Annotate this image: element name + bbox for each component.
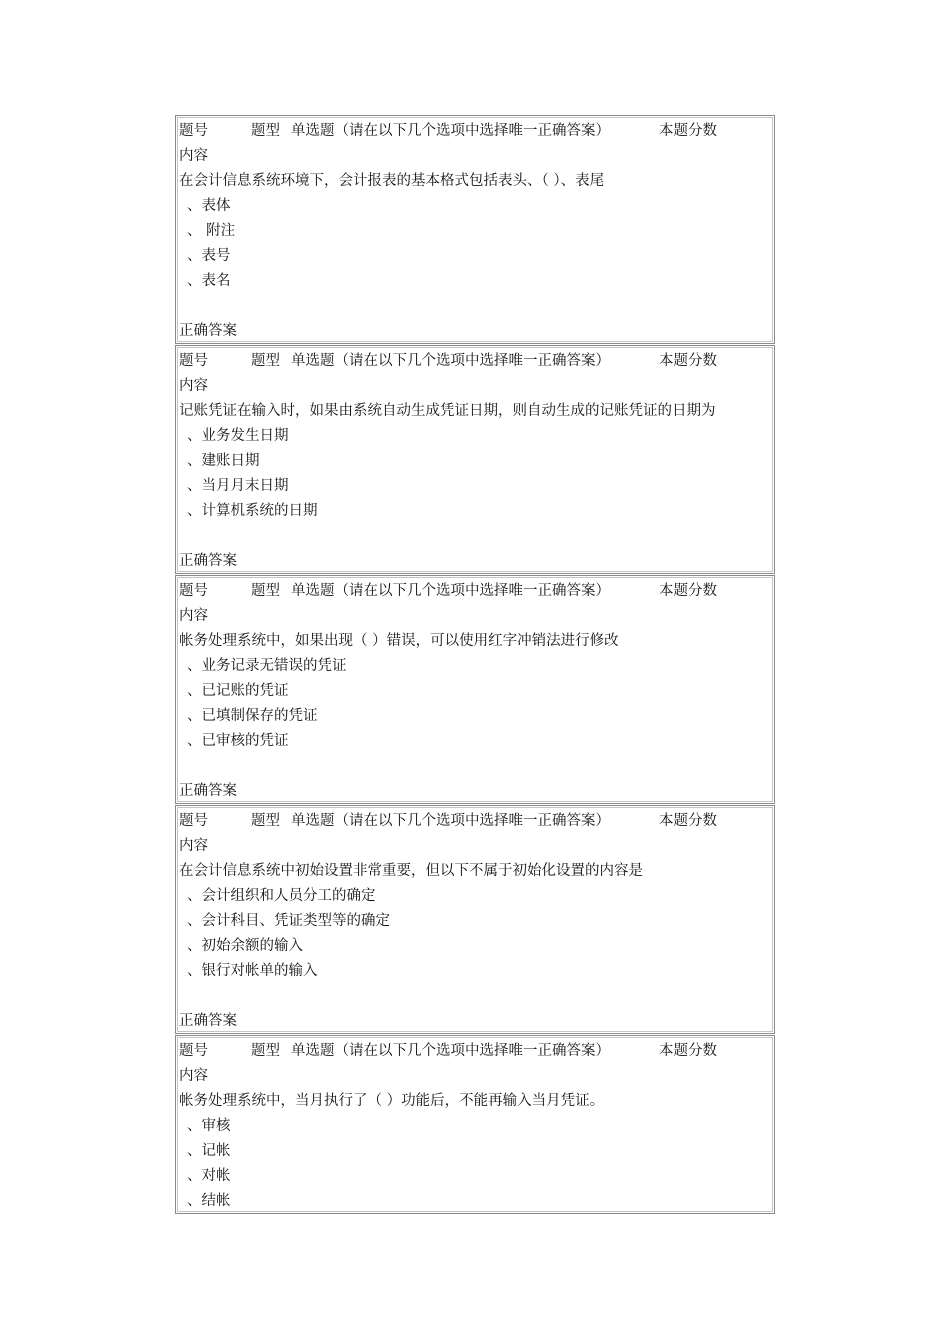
- question-card: [175, 1035, 775, 1214]
- question-text: 在会计信息系统环境下，会计报表的基本格式包括表头、（ ）、表尾: [179, 173, 605, 189]
- answer-option: 、记帐: [187, 1143, 231, 1159]
- question-type-label: 题型: [251, 1043, 280, 1059]
- answer-option: 、 附注: [187, 223, 236, 239]
- question-type-label: 题型: [251, 123, 280, 139]
- question-header: [179, 579, 770, 604]
- question-content-label: 内容: [179, 378, 208, 394]
- question-type-desc: 单选题（请在以下几个选项中选择唯一正确答案）: [291, 583, 610, 599]
- answer-option: 、结帐: [187, 1193, 231, 1209]
- question-type-desc: 单选题（请在以下几个选项中选择唯一正确答案）: [291, 123, 610, 139]
- question-type-label: 题型: [251, 353, 280, 369]
- answer-option: 、对帐: [187, 1168, 231, 1184]
- answer-option: 、已填制保存的凭证: [187, 708, 318, 724]
- question-type-label: 题型: [251, 813, 280, 829]
- question-card: [175, 575, 775, 804]
- question-content-label: 内容: [179, 148, 208, 164]
- answer-spacer: [179, 984, 770, 1009]
- question-content-label: 内容: [179, 1068, 208, 1084]
- question-list: [175, 115, 775, 1215]
- question-card: [175, 115, 775, 344]
- question-number-label: 题号: [179, 583, 208, 599]
- question-score-label: 本题分数: [659, 123, 717, 139]
- question-score-label: 本题分数: [659, 353, 717, 369]
- question-content-label: 内容: [179, 838, 208, 854]
- answer-option: 、初始余额的输入: [187, 938, 303, 954]
- question-text: 记账凭证在输入时，如果由系统自动生成凭证日期，则自动生成的记账凭证的日期为: [179, 403, 716, 419]
- question-header: [179, 809, 770, 834]
- correct-answer-label: 正确答案: [179, 323, 237, 339]
- question-type-desc: 单选题（请在以下几个选项中选择唯一正确答案）: [291, 813, 610, 829]
- answer-option: 、当月月末日期: [187, 478, 289, 494]
- question-text: 帐务处理系统中，如果出现（ ）错误，可以使用红字冲销法进行修改: [179, 633, 619, 649]
- question-text: 帐务处理系统中，当月执行了（ ）功能后，不能再输入当月凭证。: [179, 1093, 605, 1109]
- answer-option: 、表号: [187, 248, 231, 264]
- question-card: [175, 345, 775, 574]
- question-number-label: 题号: [179, 1043, 208, 1059]
- question-type-desc: 单选题（请在以下几个选项中选择唯一正确答案）: [291, 353, 610, 369]
- answer-spacer: [179, 524, 770, 549]
- question-header: [179, 119, 770, 144]
- question-score-label: 本题分数: [659, 583, 717, 599]
- question-number-label: 题号: [179, 353, 208, 369]
- question-card: [175, 805, 775, 1034]
- answer-spacer: [179, 294, 770, 319]
- answer-option: 、已审核的凭证: [187, 733, 289, 749]
- answer-spacer: [179, 754, 770, 779]
- correct-answer-label: 正确答案: [179, 1013, 237, 1029]
- question-type-desc: 单选题（请在以下几个选项中选择唯一正确答案）: [291, 1043, 610, 1059]
- question-type-label: 题型: [251, 583, 280, 599]
- question-number-label: 题号: [179, 813, 208, 829]
- answer-option: 、业务发生日期: [187, 428, 289, 444]
- answer-option: 、表名: [187, 273, 231, 289]
- question-score-label: 本题分数: [659, 813, 717, 829]
- question-content-label: 内容: [179, 608, 208, 624]
- answer-option: 、银行对帐单的输入: [187, 963, 318, 979]
- answer-option: 、已记账的凭证: [187, 683, 289, 699]
- question-header: [179, 349, 770, 374]
- question-score-label: 本题分数: [659, 1043, 717, 1059]
- question-header: [179, 1039, 770, 1064]
- answer-option: 、会计科目、凭证类型等的确定: [187, 913, 390, 929]
- answer-option: 、业务记录无错误的凭证: [187, 658, 347, 674]
- answer-option: 、计算机系统的日期: [187, 503, 318, 519]
- question-text: 在会计信息系统中初始设置非常重要，但以下不属于初始化设置的内容是: [179, 863, 643, 879]
- answer-option: 、表体: [187, 198, 231, 214]
- correct-answer-label: 正确答案: [179, 553, 237, 569]
- answer-option: 、建账日期: [187, 453, 260, 469]
- answer-option: 、审核: [187, 1118, 231, 1134]
- question-number-label: 题号: [179, 123, 208, 139]
- correct-answer-label: 正确答案: [179, 783, 237, 799]
- answer-option: 、会计组织和人员分工的确定: [187, 888, 376, 904]
